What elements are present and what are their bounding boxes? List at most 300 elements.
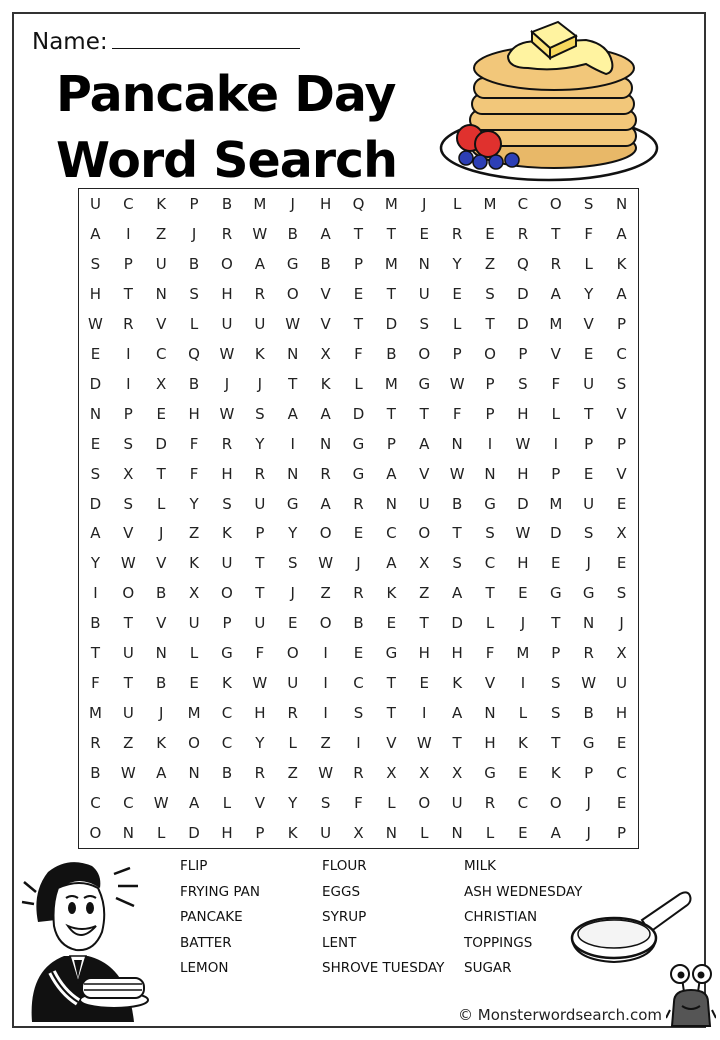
grid-letter[interactable]: T: [123, 674, 133, 693]
grid-letter[interactable]: E: [353, 524, 364, 543]
grid-letter[interactable]: Y: [255, 734, 265, 753]
grid-letter[interactable]: L: [420, 824, 429, 843]
grid-letter[interactable]: T: [386, 284, 396, 303]
grid-letter[interactable]: Q: [352, 194, 365, 213]
grid-letter[interactable]: C: [484, 554, 496, 573]
grid-letter[interactable]: K: [222, 674, 232, 693]
grid-letter[interactable]: Q: [517, 254, 529, 273]
grid-letter[interactable]: P: [222, 614, 232, 633]
grid-letter[interactable]: R: [320, 464, 331, 483]
grid-letter[interactable]: P: [353, 254, 364, 273]
grid-letter[interactable]: O: [286, 644, 299, 663]
grid-letter[interactable]: S: [485, 284, 495, 303]
grid-letter[interactable]: N: [451, 434, 463, 453]
grid-letter[interactable]: B: [90, 614, 101, 633]
grid-letter[interactable]: D: [385, 314, 398, 333]
grid-letter[interactable]: X: [419, 554, 430, 573]
grid-letter[interactable]: Z: [320, 734, 331, 753]
grid-letter[interactable]: R: [254, 764, 266, 783]
grid-letter[interactable]: L: [452, 314, 462, 333]
grid-letter[interactable]: A: [90, 524, 101, 543]
grid-letter[interactable]: I: [126, 224, 131, 243]
grid-letter[interactable]: E: [189, 674, 199, 693]
grid-letter[interactable]: T: [584, 404, 594, 423]
grid-letter[interactable]: O: [418, 344, 431, 363]
grid-letter[interactable]: I: [323, 674, 328, 693]
grid-letter[interactable]: N: [583, 614, 595, 633]
grid-letter[interactable]: O: [319, 614, 332, 633]
grid-letter[interactable]: D: [188, 824, 200, 843]
grid-letter[interactable]: B: [386, 344, 397, 363]
grid-letter[interactable]: O: [221, 584, 233, 603]
grid-letter[interactable]: D: [550, 524, 562, 543]
grid-letter[interactable]: Y: [189, 494, 199, 513]
grid-letter[interactable]: O: [418, 794, 431, 813]
grid-letter[interactable]: P: [123, 404, 133, 423]
grid-letter[interactable]: T: [255, 554, 265, 573]
grid-letter[interactable]: U: [254, 614, 266, 633]
grid-letter[interactable]: I: [356, 734, 361, 753]
name-blank-line[interactable]: [112, 28, 300, 49]
grid-letter[interactable]: T: [551, 734, 561, 753]
grid-letter[interactable]: E: [156, 404, 166, 423]
grid-letter[interactable]: R: [583, 644, 594, 663]
grid-letter[interactable]: T: [288, 374, 298, 393]
grid-letter[interactable]: V: [123, 524, 134, 543]
grid-letter[interactable]: T: [419, 404, 429, 423]
grid-letter[interactable]: H: [221, 284, 233, 303]
grid-letter[interactable]: N: [484, 704, 496, 723]
grid-letter[interactable]: U: [221, 554, 233, 573]
grid-letter[interactable]: R: [221, 434, 233, 453]
grid-letter[interactable]: T: [123, 284, 133, 303]
grid-letter[interactable]: R: [353, 584, 364, 603]
grid-letter[interactable]: B: [188, 254, 200, 273]
grid-letter[interactable]: V: [156, 614, 167, 633]
grid-letter[interactable]: S: [485, 524, 495, 543]
grid-letter[interactable]: W: [88, 314, 103, 333]
grid-letter[interactable]: T: [90, 644, 101, 663]
grid-letter[interactable]: C: [616, 344, 627, 363]
grid-letter[interactable]: R: [484, 794, 496, 813]
grid-letter[interactable]: L: [288, 734, 297, 753]
grid-letter[interactable]: E: [518, 764, 528, 783]
grid-letter[interactable]: P: [617, 824, 627, 843]
grid-letter[interactable]: H: [517, 554, 529, 573]
grid-letter[interactable]: W: [449, 374, 465, 393]
grid-letter[interactable]: G: [418, 374, 431, 393]
grid-letter[interactable]: H: [517, 464, 529, 483]
grid-letter[interactable]: I: [290, 434, 295, 453]
grid-letter[interactable]: H: [451, 644, 463, 663]
grid-letter[interactable]: V: [386, 734, 397, 753]
grid-letter[interactable]: E: [353, 644, 364, 663]
grid-letter[interactable]: V: [156, 554, 167, 573]
grid-letter[interactable]: K: [320, 374, 331, 393]
grid-letter[interactable]: T: [485, 584, 495, 603]
grid-letter[interactable]: E: [551, 554, 561, 573]
grid-letter[interactable]: N: [484, 464, 496, 483]
grid-letter[interactable]: T: [551, 224, 561, 243]
grid-letter[interactable]: D: [517, 284, 529, 303]
grid-letter[interactable]: J: [191, 224, 197, 243]
grid-letter[interactable]: D: [155, 434, 167, 453]
grid-letter[interactable]: H: [484, 734, 496, 753]
grid-letter[interactable]: O: [484, 344, 496, 363]
grid-letter[interactable]: G: [286, 494, 299, 513]
grid-letter[interactable]: L: [189, 314, 199, 333]
grid-letter[interactable]: B: [221, 194, 233, 213]
grid-letter[interactable]: Y: [452, 254, 462, 273]
grid-letter[interactable]: T: [386, 404, 396, 423]
grid-letter[interactable]: B: [90, 764, 101, 783]
grid-letter[interactable]: Y: [90, 554, 101, 573]
grid-letter[interactable]: H: [418, 644, 430, 663]
grid-letter[interactable]: V: [254, 794, 265, 813]
grid-letter[interactable]: B: [451, 494, 463, 513]
grid-letter[interactable]: X: [320, 344, 331, 363]
grid-letter[interactable]: X: [616, 644, 627, 663]
grid-letter[interactable]: A: [419, 434, 430, 453]
grid-letter[interactable]: K: [189, 554, 199, 573]
grid-letter[interactable]: W: [219, 344, 235, 363]
grid-letter[interactable]: H: [89, 284, 102, 303]
grid-letter[interactable]: R: [90, 734, 101, 753]
grid-letter[interactable]: G: [352, 434, 365, 453]
grid-letter[interactable]: Z: [320, 584, 331, 603]
grid-letter[interactable]: L: [157, 494, 166, 513]
grid-letter[interactable]: A: [550, 284, 561, 303]
grid-letter[interactable]: K: [287, 824, 298, 843]
grid-letter[interactable]: J: [257, 374, 263, 393]
grid-letter[interactable]: C: [616, 764, 627, 783]
grid-letter[interactable]: W: [252, 674, 268, 693]
grid-letter[interactable]: S: [583, 194, 594, 213]
grid-letter[interactable]: E: [583, 344, 594, 363]
grid-letter[interactable]: Z: [484, 254, 496, 273]
grid-letter[interactable]: D: [451, 614, 463, 633]
grid-letter[interactable]: E: [353, 284, 364, 303]
grid-letter[interactable]: R: [221, 224, 233, 243]
grid-letter[interactable]: K: [156, 194, 167, 213]
grid-letter[interactable]: U: [616, 674, 628, 693]
grid-letter[interactable]: L: [452, 194, 462, 213]
grid-letter[interactable]: H: [221, 464, 233, 483]
grid-letter[interactable]: U: [254, 494, 266, 513]
grid-letter[interactable]: T: [353, 224, 364, 243]
grid-letter[interactable]: X: [616, 524, 627, 543]
grid-letter[interactable]: A: [452, 704, 463, 723]
grid-letter[interactable]: O: [89, 824, 102, 843]
grid-letter[interactable]: T: [386, 674, 396, 693]
grid-letter[interactable]: L: [354, 374, 363, 393]
grid-letter[interactable]: D: [89, 494, 102, 513]
grid-letter[interactable]: P: [255, 824, 265, 843]
grid-letter[interactable]: U: [451, 794, 463, 813]
grid-letter[interactable]: E: [518, 584, 528, 603]
grid-letter[interactable]: M: [187, 704, 201, 723]
grid-letter[interactable]: O: [549, 194, 562, 213]
grid-letter[interactable]: E: [485, 224, 495, 243]
grid-letter[interactable]: E: [287, 614, 298, 633]
grid-letter[interactable]: O: [221, 254, 233, 273]
grid-letter[interactable]: V: [320, 284, 331, 303]
grid-letter[interactable]: P: [123, 254, 133, 273]
grid-letter[interactable]: V: [616, 464, 627, 483]
grid-letter[interactable]: D: [517, 314, 529, 333]
grid-letter[interactable]: A: [320, 224, 331, 243]
grid-letter[interactable]: M: [549, 494, 563, 513]
grid-letter[interactable]: M: [253, 194, 267, 213]
grid-letter[interactable]: A: [320, 404, 331, 423]
grid-letter[interactable]: J: [158, 524, 164, 543]
grid-letter[interactable]: E: [616, 494, 627, 513]
grid-letter[interactable]: S: [452, 554, 462, 573]
grid-letter[interactable]: J: [422, 194, 427, 213]
grid-letter[interactable]: X: [386, 764, 397, 783]
grid-letter[interactable]: I: [520, 674, 526, 693]
grid-letter[interactable]: L: [518, 704, 528, 723]
grid-letter[interactable]: A: [320, 494, 331, 513]
grid-letter[interactable]: A: [188, 794, 200, 813]
grid-letter[interactable]: O: [188, 734, 200, 753]
grid-letter[interactable]: D: [89, 374, 102, 393]
grid-letter[interactable]: J: [619, 614, 624, 633]
grid-letter[interactable]: B: [583, 704, 594, 723]
grid-letter[interactable]: T: [386, 224, 396, 243]
grid-letter[interactable]: T: [419, 614, 429, 633]
grid-letter[interactable]: E: [616, 554, 627, 573]
grid-letter[interactable]: B: [156, 674, 167, 693]
grid-letter[interactable]: U: [583, 374, 595, 393]
grid-letter[interactable]: P: [386, 434, 396, 453]
grid-letter[interactable]: N: [188, 764, 200, 783]
grid-letter[interactable]: F: [91, 674, 100, 693]
grid-letter[interactable]: E: [583, 464, 594, 483]
grid-letter[interactable]: U: [188, 614, 200, 633]
grid-letter[interactable]: Z: [156, 224, 167, 243]
grid-letter[interactable]: W: [252, 224, 268, 243]
grid-letter[interactable]: T: [156, 464, 166, 483]
grid-letter[interactable]: U: [89, 194, 101, 213]
grid-letter[interactable]: S: [419, 314, 430, 333]
grid-letter[interactable]: P: [518, 344, 528, 363]
grid-letter[interactable]: I: [323, 704, 328, 723]
grid-letter[interactable]: K: [452, 674, 463, 693]
grid-letter[interactable]: C: [123, 794, 134, 813]
grid-letter[interactable]: X: [353, 824, 364, 843]
grid-letter[interactable]: N: [319, 434, 332, 453]
grid-letter[interactable]: U: [155, 254, 167, 273]
grid-letter[interactable]: I: [487, 434, 493, 453]
grid-letter[interactable]: K: [254, 344, 265, 363]
grid-letter[interactable]: E: [90, 434, 101, 453]
grid-letter[interactable]: J: [224, 374, 230, 393]
grid-letter[interactable]: G: [582, 734, 595, 753]
grid-letter[interactable]: M: [384, 254, 398, 273]
grid-letter[interactable]: U: [254, 314, 266, 333]
grid-letter[interactable]: S: [518, 374, 528, 393]
grid-letter[interactable]: I: [422, 704, 427, 723]
grid-letter[interactable]: S: [222, 494, 232, 513]
grid-letter[interactable]: B: [156, 584, 167, 603]
grid-letter[interactable]: T: [452, 734, 462, 753]
grid-letter[interactable]: S: [551, 674, 561, 693]
grid-letter[interactable]: H: [221, 824, 233, 843]
grid-letter[interactable]: S: [90, 464, 101, 483]
grid-letter[interactable]: S: [551, 704, 561, 723]
grid-letter[interactable]: B: [221, 764, 233, 783]
grid-letter[interactable]: P: [189, 194, 199, 213]
grid-letter[interactable]: E: [616, 734, 627, 753]
grid-letter[interactable]: M: [88, 704, 102, 723]
grid-letter[interactable]: L: [189, 644, 199, 663]
grid-letter[interactable]: I: [553, 434, 558, 453]
grid-letter[interactable]: M: [549, 314, 563, 333]
grid-letter[interactable]: W: [120, 764, 136, 783]
grid-letter[interactable]: F: [584, 224, 593, 243]
grid-letter[interactable]: U: [418, 284, 430, 303]
grid-letter[interactable]: P: [551, 644, 561, 663]
grid-letter[interactable]: M: [516, 644, 530, 663]
grid-letter[interactable]: M: [384, 374, 398, 393]
grid-letter[interactable]: C: [221, 734, 233, 753]
grid-letter[interactable]: A: [386, 554, 397, 573]
grid-letter[interactable]: P: [617, 314, 627, 333]
grid-letter[interactable]: G: [352, 464, 365, 483]
grid-letter[interactable]: X: [188, 584, 200, 603]
grid-letter[interactable]: U: [122, 644, 134, 663]
grid-letter[interactable]: T: [551, 614, 561, 633]
grid-letter[interactable]: P: [584, 764, 594, 783]
grid-letter[interactable]: J: [520, 614, 526, 633]
grid-letter[interactable]: O: [418, 524, 431, 543]
grid-letter[interactable]: E: [452, 284, 462, 303]
grid-letter[interactable]: E: [518, 824, 528, 843]
grid-letter[interactable]: L: [157, 824, 166, 843]
grid-letter[interactable]: R: [123, 314, 134, 333]
grid-letter[interactable]: W: [515, 524, 531, 543]
grid-letter[interactable]: X: [452, 764, 463, 783]
grid-letter[interactable]: W: [285, 314, 301, 333]
grid-letter[interactable]: S: [616, 584, 627, 603]
grid-letter[interactable]: C: [221, 704, 233, 723]
grid-letter[interactable]: U: [320, 824, 332, 843]
grid-letter[interactable]: P: [452, 344, 462, 363]
grid-letter[interactable]: C: [386, 524, 397, 543]
grid-letter[interactable]: B: [188, 374, 200, 393]
grid-letter[interactable]: N: [385, 494, 397, 513]
grid-letter[interactable]: S: [90, 254, 101, 273]
grid-letter[interactable]: N: [615, 194, 628, 213]
grid-letter[interactable]: R: [550, 254, 561, 273]
grid-letter[interactable]: S: [616, 374, 627, 393]
grid-letter[interactable]: F: [354, 794, 363, 813]
grid-letter[interactable]: W: [120, 554, 136, 573]
grid-letter[interactable]: G: [385, 644, 398, 663]
grid-letter[interactable]: E: [616, 794, 627, 813]
grid-letter[interactable]: X: [419, 764, 430, 783]
grid-letter[interactable]: P: [485, 404, 495, 423]
grid-letter[interactable]: T: [123, 614, 133, 633]
grid-letter[interactable]: R: [451, 224, 463, 243]
grid-letter[interactable]: J: [356, 554, 361, 573]
grid-letter[interactable]: S: [353, 704, 364, 723]
grid-letter[interactable]: G: [484, 494, 496, 513]
grid-letter[interactable]: J: [586, 794, 591, 813]
grid-letter[interactable]: X: [156, 374, 167, 393]
grid-letter[interactable]: U: [287, 674, 299, 693]
grid-letter[interactable]: C: [353, 674, 364, 693]
grid-letter[interactable]: P: [255, 524, 265, 543]
grid-letter[interactable]: L: [222, 794, 232, 813]
grid-letter[interactable]: F: [485, 644, 495, 663]
grid-letter[interactable]: L: [584, 254, 593, 273]
grid-letter[interactable]: A: [254, 254, 265, 273]
grid-letter[interactable]: E: [386, 614, 397, 633]
grid-letter[interactable]: H: [615, 704, 628, 723]
grid-letter[interactable]: G: [221, 644, 233, 663]
grid-letter[interactable]: N: [122, 824, 134, 843]
grid-letter[interactable]: F: [189, 434, 199, 453]
grid-letter[interactable]: D: [352, 404, 365, 423]
grid-letter[interactable]: V: [419, 464, 430, 483]
grid-letter[interactable]: U: [122, 704, 134, 723]
grid-letter[interactable]: A: [386, 464, 397, 483]
grid-letter[interactable]: K: [616, 254, 627, 273]
grid-letter[interactable]: B: [287, 224, 298, 243]
grid-letter[interactable]: P: [485, 374, 495, 393]
grid-letter[interactable]: S: [123, 494, 134, 513]
grid-letter[interactable]: I: [126, 344, 131, 363]
grid-letter[interactable]: K: [156, 734, 167, 753]
grid-letter[interactable]: N: [451, 824, 463, 843]
grid-letter[interactable]: R: [353, 764, 364, 783]
grid-letter[interactable]: K: [550, 764, 561, 783]
grid-letter[interactable]: F: [255, 644, 265, 663]
grid-letter[interactable]: S: [189, 284, 199, 303]
grid-letter[interactable]: K: [222, 524, 232, 543]
grid-letter[interactable]: J: [586, 824, 591, 843]
grid-letter[interactable]: V: [320, 314, 331, 333]
grid-letter[interactable]: Y: [288, 794, 298, 813]
grid-letter[interactable]: Z: [287, 764, 298, 783]
grid-letter[interactable]: N: [155, 644, 167, 663]
grid-letter[interactable]: C: [123, 194, 134, 213]
grid-letter[interactable]: S: [255, 404, 265, 423]
grid-letter[interactable]: K: [386, 584, 397, 603]
grid-letter[interactable]: H: [517, 404, 529, 423]
grid-letter[interactable]: N: [418, 254, 430, 273]
grid-letter[interactable]: F: [452, 404, 462, 423]
grid-letter[interactable]: L: [387, 794, 396, 813]
grid-letter[interactable]: G: [286, 254, 299, 273]
grid-letter[interactable]: M: [384, 194, 398, 213]
grid-letter[interactable]: T: [353, 314, 364, 333]
grid-letter[interactable]: N: [287, 464, 299, 483]
grid-letter[interactable]: T: [255, 584, 265, 603]
grid-letter[interactable]: D: [517, 494, 529, 513]
grid-letter[interactable]: E: [419, 224, 429, 243]
grid-letter[interactable]: R: [254, 284, 266, 303]
grid-letter[interactable]: R: [287, 704, 298, 723]
grid-letter[interactable]: B: [353, 614, 364, 633]
grid-letter[interactable]: C: [517, 794, 529, 813]
grid-letter[interactable]: I: [323, 644, 328, 663]
grid-letter[interactable]: A: [550, 824, 561, 843]
grid-letter[interactable]: H: [188, 404, 200, 423]
grid-letter[interactable]: P: [617, 434, 627, 453]
